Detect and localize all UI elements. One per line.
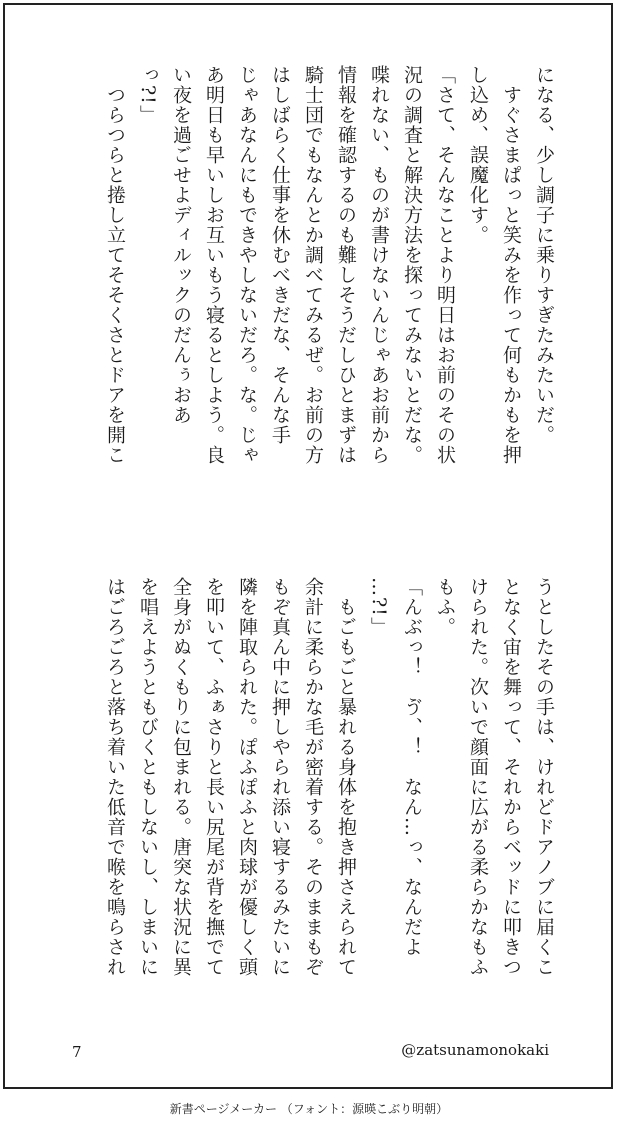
text-line: すぐさまぱっと笑みを作って何もかもを押 [500,65,522,465]
text-line: 隣を陣取られた。ぽふぽふと肉球が優しく頭 [236,577,258,977]
text-line: 余計に柔らかな毛が密着する。そのままもぞ [302,577,324,977]
text-line: じゃあなんにもできやしないだろ。な。じゃ [236,65,258,465]
text-line: 喋れない、ものが書けないんじゃあお前から [368,65,390,465]
text-block-top [60,65,560,525]
text-block-bottom [60,577,560,992]
text-line: 情報を確認するのも難しそうだしひとまずは [335,65,357,465]
generator-credit: 新書ページメーカー （フォント：源暎こぶり明朝） [169,1102,449,1116]
book-page [3,3,613,1089]
text-line: となく宙を舞って、それからベッドに叩きつ [500,577,522,977]
text-line: 全身がぬくもりに包まれる。唐突な状況に異 [170,577,192,977]
text-line: っ?!」 [137,65,159,125]
text-line: もごもごと暴れる身体を抱き押さえられて [335,577,357,977]
text-line: 「さて、そんなことより明日はお前のその状 [434,65,456,465]
text-line: 況の調査と解決方法を探ってみないとだな。 [401,65,423,465]
text-line: 騎士団でもなんとか調べてみるぜ。お前の方 [302,65,324,465]
text-line: はしばらく仕事を休むべきだな、そんな手 [269,65,291,445]
text-line: し込め、誤魔化す。 [467,65,489,245]
text-line: い夜を過ごせよディルックのだんぅおあ [170,65,192,425]
text-line: もぞ真ん中に押しやられ添い寝するみたいに [269,577,291,977]
author-handle: @zatsunamonokaki [401,1041,549,1059]
text-line: けられた。次いで顔面に広がる柔らかなもふ [467,577,489,977]
text-line: …?!」 [368,577,390,637]
text-line: になる、少し調子に乗りすぎたみたいだ。 [533,65,555,445]
text-line: つらつらと捲し立てそそくさとドアを開こ [104,65,126,465]
text-line: を唱えようともびくともしないし、しまいに [137,577,159,977]
text-line: もふ。 [434,577,456,637]
text-line: はごろごろと落ち着いた低音で喉を鳴らされ [104,577,126,977]
page-number: 7 [72,1043,82,1061]
text-line: うとしたその手は、けれどドアノブに届くこ [533,577,555,977]
text-line: を叩いて、ふぁさりと長い尻尾が背を撫でて [203,577,225,977]
text-line: あ明日も早いしお互いもう寝るとしよう。良 [203,65,225,465]
text-line: 「んぶっ！ ゔ、！ なん…っ、なんだよ [401,577,423,957]
